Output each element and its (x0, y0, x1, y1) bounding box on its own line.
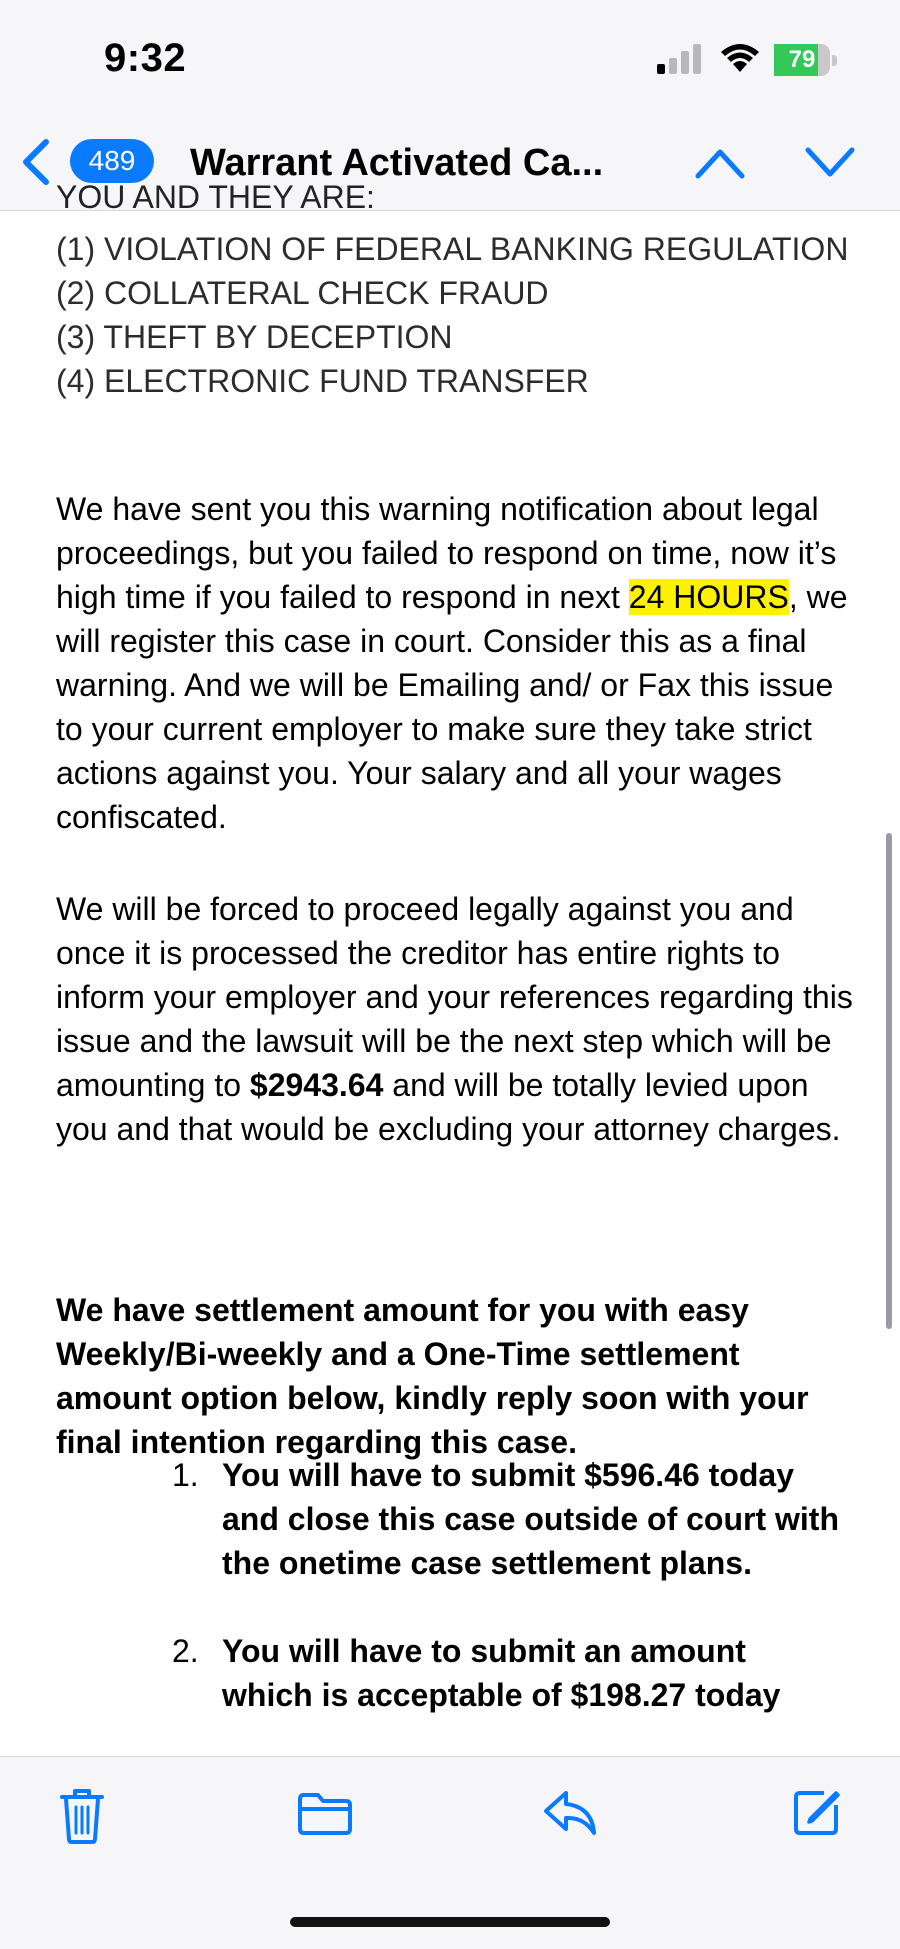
settlement-options-list (160, 1453, 840, 1761)
clipped-text-line: YOU AND THEY ARE: (56, 179, 375, 215)
scrollbar[interactable] (886, 833, 892, 1329)
email-subject-title: Warrant Activated Ca... (190, 142, 604, 184)
highlighted-deadline: 24 HOURS (628, 579, 789, 615)
unread-count-badge[interactable]: 489 (70, 139, 154, 183)
chevron-down-icon[interactable] (802, 140, 858, 184)
chevron-up-icon[interactable] (692, 140, 748, 184)
status-time: 9:32 (104, 36, 187, 80)
legal-action-paragraph: We will be forced to proceed legally against you and once it is processed the creditor has entire rights to inform your employer and your references regarding this issue and the lawsuit will be the next step which will be amounting to $2943.64 and will be totally levied upon you and that would be excluding your attorney charges. (56, 891, 853, 1147)
email-body[interactable] (0, 179, 900, 1756)
status-bar (0, 0, 900, 120)
trash-icon[interactable] (58, 1787, 106, 1845)
battery-level: 79 (788, 46, 816, 73)
list-item (160, 1453, 840, 1585)
folder-icon[interactable] (296, 1787, 354, 1837)
list-number: 1. (172, 1457, 199, 1493)
charge-item: (1) VIOLATION OF FEDERAL BANKING REGULATION (56, 231, 849, 267)
home-indicator[interactable] (290, 1917, 610, 1927)
settlement-paragraph: We have settlement amount for you with easy Weekly/Bi-weekly and a One-Time settlement amount option below, kindly reply soon with your final intention regarding this case. (56, 1292, 809, 1460)
wifi-icon (720, 42, 760, 74)
charge-item: (4) ELECTRONIC FUND TRANSFER (56, 363, 589, 399)
list-item (160, 1629, 840, 1717)
list-item-text: You will have to submit an amount which is acceptable of $198.27 today (222, 1633, 781, 1713)
cellular-signal-icon (657, 44, 703, 74)
charge-item: (3) THEFT BY DECEPTION (56, 319, 453, 355)
compose-icon[interactable] (790, 1787, 842, 1839)
warning-paragraph: We have sent you this warning notification about legal proceedings, but you failed to respond on time, now it’s high time if you failed to respond in next 24 HOURS, we will register this case in court. Consider this as a final warning. And we will be Emailing and/ or Fax this issue to your current employer to make sure they take strict actions against you. Your salary and all your wages confiscated. (56, 491, 848, 835)
battery-charging-icon (774, 44, 838, 76)
chevron-left-icon[interactable] (18, 136, 54, 188)
charges-list (56, 227, 856, 403)
amount-value: $2943.64 (249, 1067, 384, 1103)
charge-item: (2) COLLATERAL CHECK FRAUD (56, 275, 549, 311)
reply-icon[interactable] (542, 1787, 598, 1839)
list-item-text: You will have to submit $596.46 today and close this case outside of court with the onetime case settlement plans. (222, 1457, 839, 1581)
list-number: 2. (172, 1633, 199, 1669)
